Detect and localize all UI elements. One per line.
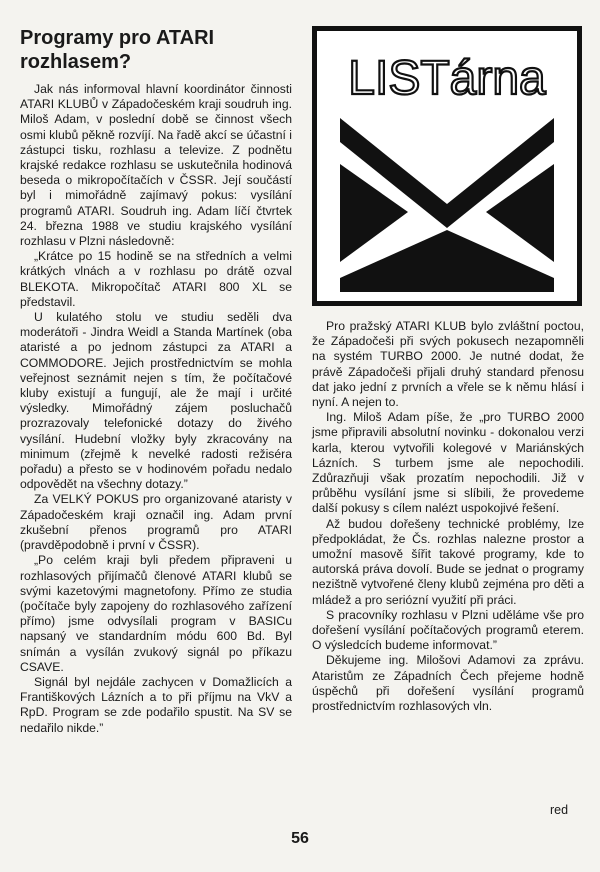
paragraph: „Po celém kraji byli předem připraveni u rozhlasových přijímačů členové ATARI klubů se svými kazetovými magnetofony. Přímo ze studia (počítače byly zapojeny do rozhlasového zařízení přímo) jsme odvysílali program v BASICu napsaný ve standardním módu 600 Bd. Byl snímán a vysílán zvukový signál po příkazu CSAVE. xyxy=(20,553,292,674)
paragraph: Pro pražský ATARI KLUB bylo zvláštní poctou, že Západočeši při svých pokusech nezapomněli na systém TURBO 2000. Je nutné dodat, že právě Západočeši přijali druhý standard přenosu dat jako jední z prvních a vřele se k němu hlásí i nyní. A nejen to. xyxy=(312,319,584,410)
listarna-logo xyxy=(312,26,582,306)
paragraph: Za VELKÝ POKUS pro organizované ataristy v Západočeském kraji označil ing. Adam první zkušební přenos programů pro ATARI (pravděpodobně i první v ČSSR). xyxy=(20,492,292,553)
paragraph: Děkujeme ing. Milošovi Adamovi za zprávu. Ataristům ze Západních Čech přejeme hodně úspěchů při dořešení vysílání programů prostřednictvím rozhlasových vln. xyxy=(312,653,584,714)
author-signature: red xyxy=(550,803,569,817)
paragraph: Ing. Miloš Adam píše, že „pro TURBO 2000 jsme připravili absolutní novinku - dokonalou verzi karla, kterou vytvořili kolegové v Mariánských Lázních. S turbem jsme ale nepochodili. Zdůrazňuji však prozatím nepochodili. Již v průběhu vysílání jsme si slíbili, že provedeme další pokusy s cílem nalézt uspokojivé řešení. xyxy=(312,410,584,516)
paragraph: Až budou dořešeny technické problémy, lze předpokládat, že Čs. rozhlas nalezne prostor a umožní masově šířit takové programy, kde to autorská práva dovolí. Bude se jednat o programy nezištně vytvořené členy klubů zejména pro děti a mládež a pro seriózní využití při práci. xyxy=(312,516,584,607)
article-title-line-2: rozhlasem? xyxy=(20,51,132,73)
paragraph: U kulatého stolu ve studiu seděli dva moderátoři - Jindra Weidl a Standa Martínek (oba ataristé a po jednom zástupci za ATARI a COMMODORE. Jejich prostřednictvím se mohla veřejnost seznámit nejen s tím, že počítačové kluby existují a fungují, ale že mají i určité výsledky. Mimořádný zájem posluchačů prozrazovaly telefonické dotazy do živého vysílání. Hudební vložky byly zkracovány na minimum (zřejmě k nevelké radosti režiséra pořadu) a přesto se v hodinovém pořadu nedalo odpovědět na všechny dotazy.” xyxy=(20,310,292,492)
logo-text: LISTárna xyxy=(348,52,546,105)
page-number: 56 xyxy=(291,830,309,847)
paragraph: Jak nás informoval hlavní koordinátor činnosti ATARI KLUBŮ v Západočeském kraji soudruh ing. Miloš Adam, v poslední době se činnost všech osmi klubů pěkně rozvíjí. Na řadě akcí se účastní i zástupci tisku, rozhlasu a televize. Z podnětu krajské redakce rozhlasu se uskutečnila hodinová beseda o mikropočítačích v ČSSR. Její součástí byl i mimořádně zajímavý pokus: vysílání programů ATARI. Soudruh ing. Adam líčí čtvrtek 24. března 1988 ve studiu krajského vysílání rozhlasu v Plzni následovně: xyxy=(20,82,292,249)
paragraph: S pracovníky rozhlasu v Plzni uděláme vše pro dořešení vysílání počítačových programů eterem. O výsledcích budeme informovat.” xyxy=(312,607,584,653)
paragraph: Signál byl nejdále zachycen v Domažlicích a Františkových Lázních a to při příjmu na VkV a RpD. Program se zde podařilo spustit. Na SV se nedařilo nikde.” xyxy=(20,674,292,735)
article-title xyxy=(20,26,290,74)
envelope-icon xyxy=(312,26,582,306)
right-column xyxy=(312,319,584,714)
article-title-line-1: Programy pro ATARI xyxy=(20,27,215,49)
left-column xyxy=(20,82,292,736)
paragraph: „Krátce po 15 hodině se na středních a velmi krátkých vlnách a v rozhlasu po drátě ozval BLEKOTA. Mikropočítač ATARI 800 XL se představil. xyxy=(20,249,292,309)
